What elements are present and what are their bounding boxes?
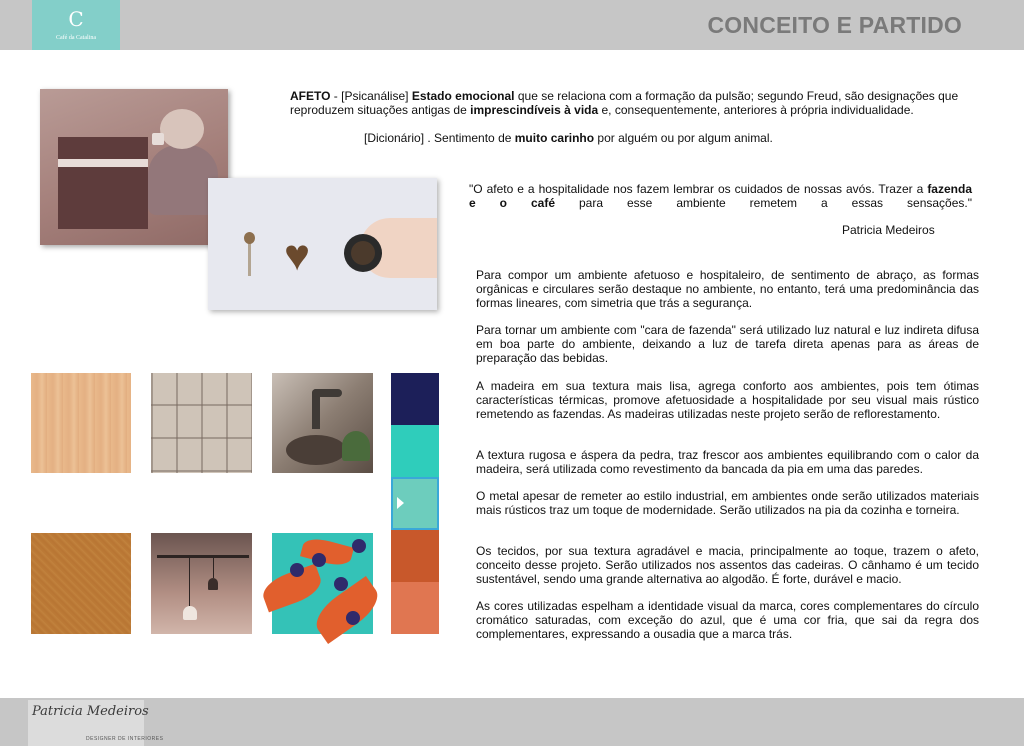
logo-subtitle: Café da Catalina — [56, 35, 96, 41]
definition-bold: Estado emocional — [411, 89, 515, 103]
page-title: CONCEITO E PARTIDO — [707, 12, 962, 38]
lamp-rail-shape — [157, 555, 249, 558]
concept-paragraph: A textura rugosa e áspera da pedra, traz frescor aos ambientes equilibrando com o calor da madeira, será utilizada como revestimento da bancada da pia em uma das paredes. — [476, 448, 979, 476]
definition-dictionary — [364, 131, 924, 145]
woman-head-shape — [160, 109, 204, 149]
dot-shape — [352, 539, 366, 553]
signature-subtitle: DESIGNER DE INTERIORES — [86, 736, 164, 742]
term-word: AFETO — [290, 89, 331, 103]
sink-photo — [272, 373, 373, 473]
concept-paragraph: Para compor um ambiente afetuoso e hospitaleiro, de sentimento de abraço, as formas orgânicas e circulares serão destaque no ambiente, no entanto, terá uma predominância das formas lineares, com simetria que trás a segurança. — [476, 268, 979, 310]
concept-paragraph: Para tornar um ambiente com "cara de fazenda" será utilizado luz natural e luz indireta difusa em boa parte do ambiente, deixando a luz de tarefa direta apenas para as áreas de preparação das bebidas. — [476, 323, 979, 365]
logo-letter: C — [68, 7, 84, 31]
definition-bold: muito carinho — [514, 131, 595, 145]
fabric-swatch — [272, 533, 373, 634]
lamp-icon — [183, 606, 197, 620]
color-swatch-aqua[interactable] — [391, 477, 439, 530]
play-icon — [397, 497, 404, 509]
dot-shape — [312, 553, 326, 567]
light-wood-swatch — [31, 373, 131, 473]
lamp-icon — [208, 578, 218, 590]
color-swatch-navy — [391, 373, 439, 425]
sink-bowl-shape — [286, 435, 346, 465]
concept-paragraph: A madeira em sua textura mais lisa, agrega conforto aos ambientes, pois tem ótimas características térmicas, promove afetuosidade a hospitalidade por seu visual mais rústico remetendo as fazendas. As madeiras utilizadas neste projeto serão de reflorestamento. — [476, 379, 979, 421]
definition-bold: imprescindíveis à vida — [470, 103, 599, 117]
quote-bold: fazenda e o café — [469, 182, 972, 210]
concept-paragraph: As cores utilizadas espelham a identidade visual da marca, cores complementares do círculo cromático saturadas, com exceção do azul, que é uma cor fria, que sai da regra dos complementares, expressando a ousadia que a marca trás. — [476, 599, 979, 641]
pendant-lamp-photo — [151, 533, 252, 634]
definition-psychoanalysis — [290, 89, 990, 117]
quote-text — [469, 182, 972, 210]
dark-wood-swatch — [31, 533, 131, 634]
signature-logo — [28, 700, 164, 746]
concept-paragraph: O metal apesar de remeter ao estilo industrial, em ambientes onde serão utilizados materiais mais rústicos traz um toque de modernidade. Serão utilizados na pia da cozinha e torneira. — [476, 489, 979, 517]
brand-logo — [32, 0, 120, 50]
color-swatch-coral — [391, 582, 439, 634]
concept-paragraph: Os tecidos, por sua textura agradável e macia, principalmente ao toque, trazem o afeto, conceito desse projeto. Serão utilizados nos assentos das cadeiras. O cânhamo é um tecido sustentável, sendo uma grande alternativa ao algodão. É forte, durável e macio. — [476, 544, 979, 586]
coffee-surface-shape — [351, 241, 375, 265]
plant-icon — [342, 431, 370, 461]
lamp-cord-shape — [213, 558, 214, 578]
quote-part: "O afeto e a hospitalidade nos fazem lembrar os cuidados de nossas avós. Trazer a — [469, 182, 928, 196]
piano-keys-shape — [58, 159, 148, 167]
signature-name: Patricia Medeiros — [32, 704, 149, 719]
stone-grid-shape — [151, 373, 252, 473]
piano-shape — [58, 137, 148, 229]
dot-shape — [290, 563, 304, 577]
mug-shape — [152, 133, 164, 145]
leaf-shape — [300, 535, 354, 569]
dot-shape — [346, 611, 360, 625]
definition-text: e, consequentemente, anteriores à própria individualidade. — [598, 103, 914, 117]
quote-author: Patricia Medeiros — [842, 223, 935, 237]
piano-photo — [40, 89, 228, 245]
definition-text: [Dicionário] . Sentimento de — [364, 131, 515, 145]
spoon-icon — [244, 232, 255, 244]
color-swatch-turquoise — [391, 425, 439, 477]
coffee-photo — [208, 178, 437, 310]
definition-text: - [Psicanálise] — [330, 89, 412, 103]
dot-shape — [334, 577, 348, 591]
color-swatch-rust — [391, 530, 439, 582]
stone-swatch — [151, 373, 252, 473]
coffee-bean-heart-icon: ♥ — [284, 231, 311, 280]
lamp-cord-shape — [189, 558, 190, 606]
faucet-spout-shape — [312, 389, 342, 397]
definition-text: por alguém ou por algum animal. — [594, 131, 773, 145]
quote-part: para esse ambiente remetem a essas sensações." — [555, 196, 972, 210]
definition-text: que se relaciona com a formação da pulsão; segundo Freud, são designações que reproduzem situações antigas de — [290, 89, 959, 117]
